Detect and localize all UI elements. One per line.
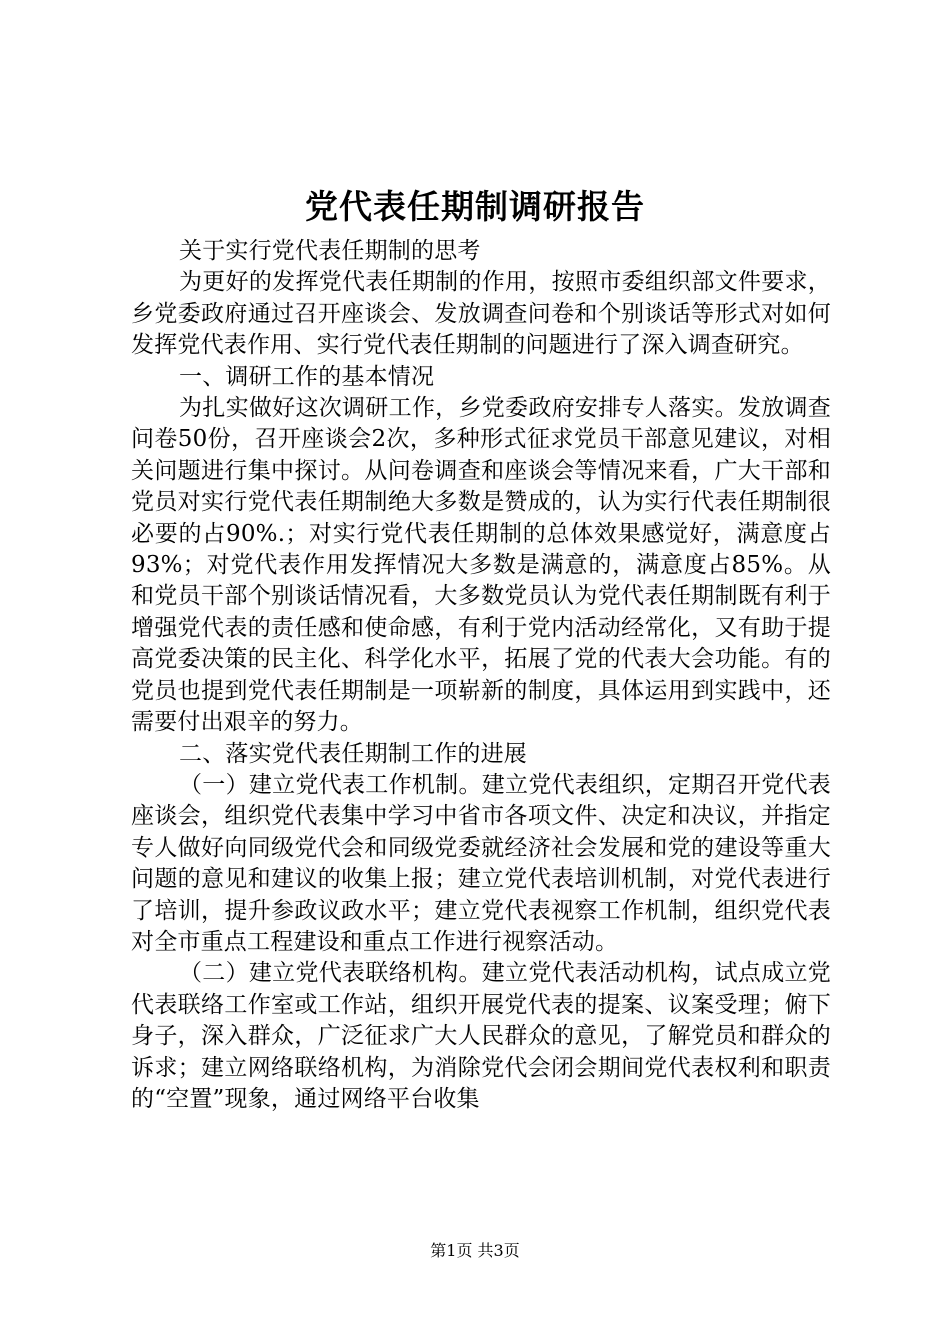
paragraph-subtitle: 关于实行党代表任期制的思考 [179,238,481,264]
section-heading-2: 二、落实党代表任期制工作的进展 [179,740,527,767]
paragraph-work-mechanism: （一）建立党代表工作机制。建立党代表组织，定期召开党代表座谈会，组织党代表集中学习中省市各项文件、决定和决议，并指定专人做好向同级党代会和同级党委就经济社会发展和党的建设等重大问题的意见和建议的收集上报；建立党代表培训机制，对党代表进行了培训，提升参政议政水平；建立党代表视察工作机制，组织党代表对全市重点工程建设和重点工作进行视察活动。 [131,771,831,955]
paragraph-liaison-agency: （二）建立党代表联络机构。建立党代表活动机构，试点成立党代表联络工作室或工作站，组织开展党代表的提案、议案受理；俯下身子，深入群众，广泛征求广大人民群众的意见，了解党员和群众的诉求；建立网络联络机构，为消除党代会闭会期间党代表权利和职责的“空置”现象，通过网络平台收集 [131,960,831,1112]
document-title: 党代表任期制调研报告 [305,187,645,226]
paragraph-survey-results: 为扎实做好这次调研工作，乡党委政府安排专人落实。发放调查问卷50份，召开座谈会2次，多种形式征求党员干部意见建议，对相关问题进行集中探讨。从问卷调查和座谈会等情况来看，广大干部和党员对实行党代表任期制绝大多数是赞成的，认为实行代表任期制很必要的占90%.；对实行党代表任期制的总体效果感觉好，满意度占93%；对党代表作用发挥情况大多数是满意的，满意度占85%。从和党员干部个别谈话情况看，大多数党员认为党代表任期制既有利于增强党代表的责任感和使命感，有利于党内活动经常化，又有助于提高党委决策的民主化、科学化水平，拓展了党的代表大会功能。有的党员也提到党代表任期制是一项崭新的制度，具体运用到实践中，还需要付出艰辛的努力。 [131,395,831,736]
page-number: 第1页 共3页 [430,1241,520,1260]
paragraph-intro: 为更好的发挥党代表任期制的作用，按照市委组织部文件要求，乡党委政府通过召开座谈会、发放调查问卷和个别谈话等形式对如何发挥党代表作用、实行党代表任期制的问题进行了深入调查研究。 [131,269,831,359]
document-body [131,236,831,1115]
section-heading-1: 一、调研工作的基本情况 [179,363,435,390]
